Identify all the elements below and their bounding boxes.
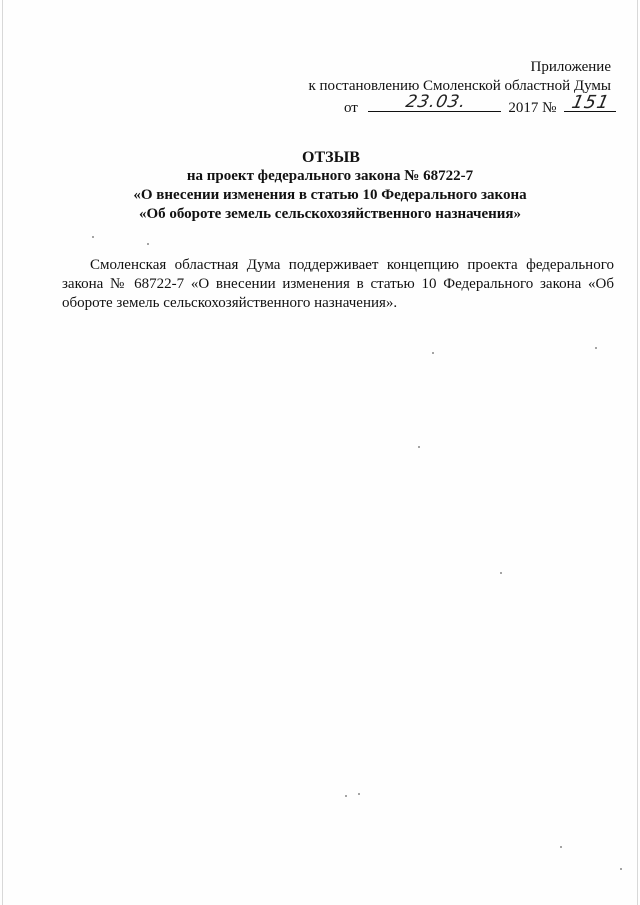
scan-speck — [358, 793, 360, 795]
scan-speck — [620, 868, 622, 870]
scan-speck — [92, 236, 94, 238]
scan-speck — [147, 243, 149, 245]
date-field — [368, 92, 501, 112]
appendix-resolution: к постановлению Смоленской областной Думы — [308, 78, 611, 94]
scan-speck — [418, 446, 420, 448]
scan-speck — [345, 795, 347, 797]
title-line-2: «О внесении изменения в статью 10 Федерального закона — [133, 187, 527, 203]
year-text: 2017 № — [508, 100, 557, 116]
scan-edge-right — [637, 0, 638, 905]
scan-speck — [432, 352, 434, 354]
handwritten-date: 23.03. — [403, 92, 468, 112]
number-field — [564, 92, 616, 113]
title-line-1: на проект федерального закона № 68722-7 — [186, 168, 474, 184]
document-title — [0, 148, 640, 224]
title-line-3: «Об обороте земель сельскохозяйственного назначения» — [138, 206, 522, 222]
handwritten-number: 151 — [569, 92, 612, 113]
scan-edge-left — [2, 0, 3, 905]
scan-speck — [500, 572, 502, 574]
scan-speck — [595, 347, 597, 349]
title-heading: ОТЗЫВ — [302, 149, 360, 166]
appendix-date-line — [344, 92, 616, 118]
date-prefix: от — [344, 100, 358, 116]
body-paragraph: Смоленская областная Дума поддерживает концепцию проекта федерального закона № 68722-7 «О внесении изменения в статью 10 Федерального закона «Об обороте земель сельскохозяйственного назначения». — [62, 257, 614, 311]
scan-speck — [560, 846, 562, 848]
appendix-header — [308, 58, 611, 96]
appendix-label: Приложение — [530, 59, 611, 75]
